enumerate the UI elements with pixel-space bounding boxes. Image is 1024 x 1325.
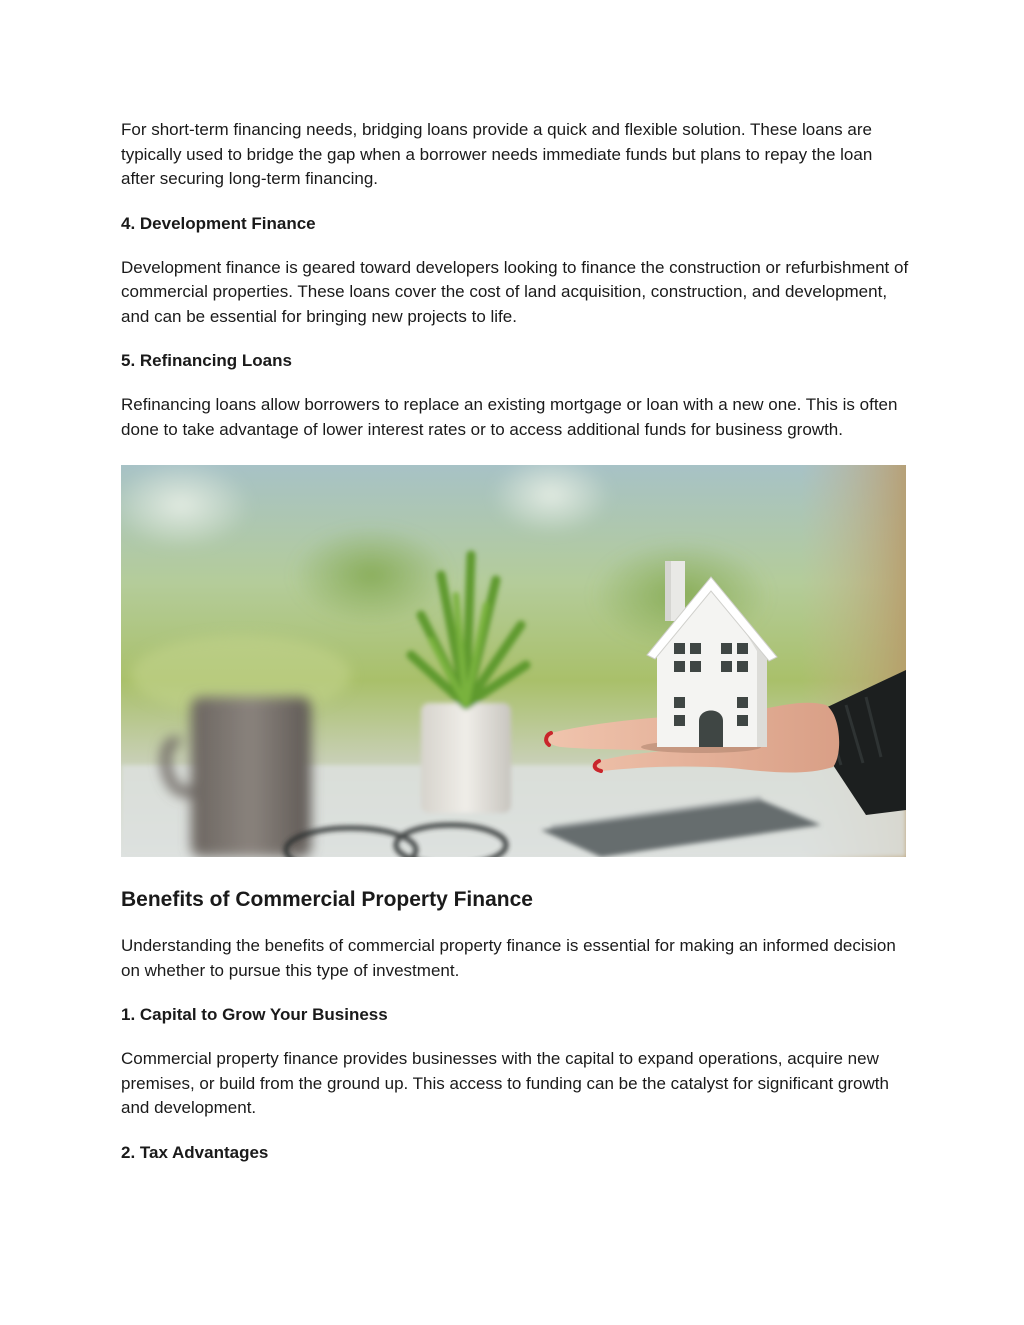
development-finance-paragraph: Development finance is geared toward developers looking to finance the construction or refurbishment of commercial properties. These loans cover the cost of land acquisition, construction, and development, and can be essential for bringing new projects to life. xyxy=(121,257,909,326)
house-in-hand-photo xyxy=(121,465,906,857)
photo-illustration xyxy=(121,465,906,857)
capital-growth-paragraph: Commercial property finance provides businesses with the capital to expand operations, acquire new premises, or build from the ground up. This access to funding can be the catalyst for significant growth and development. xyxy=(121,1049,889,1117)
refinancing-loans-heading: 5. Refinancing Loans xyxy=(121,351,292,370)
document-page xyxy=(121,118,911,1165)
benefits-intro-paragraph: Understanding the benefits of commercial property finance is essential for making an informed decision on whether to pursue this type of investment. xyxy=(121,936,896,980)
refinancing-loans-paragraph: Refinancing loans allow borrowers to replace an existing mortgage or loan with a new one. This is often done to take advantage of lower interest rates or to access additional funds for business growth. xyxy=(121,395,898,439)
bridging-loans-paragraph: For short-term financing needs, bridging loans provide a quick and flexible solution. These loans are typically used to bridge the gap when a borrower needs immediate funds but plans to repay the loan after securing long-term financing. xyxy=(121,120,873,188)
development-finance-heading: 4. Development Finance xyxy=(121,213,316,233)
benefits-heading: Benefits of Commercial Property Finance xyxy=(121,888,533,911)
capital-growth-heading: 1. Capital to Grow Your Business xyxy=(121,1005,388,1024)
tax-advantages-heading: 2. Tax Advantages xyxy=(121,1142,269,1162)
